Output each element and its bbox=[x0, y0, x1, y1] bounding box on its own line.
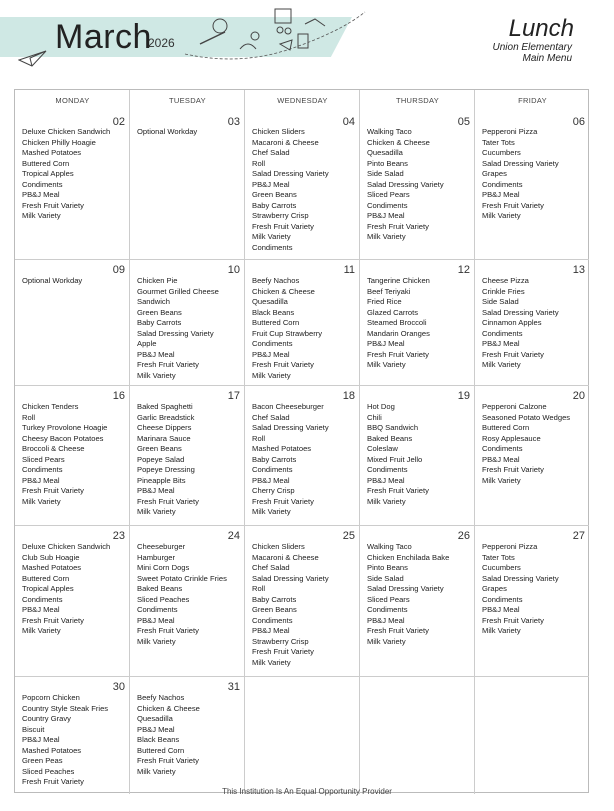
menu-item: Walking Taco bbox=[367, 542, 412, 551]
menu-item: Salad Dressing Variety bbox=[252, 169, 329, 178]
menu-item-list bbox=[482, 276, 585, 371]
menu-item-list bbox=[137, 127, 240, 138]
menu-item: Condiments bbox=[367, 465, 408, 474]
menu-item: Green Beans bbox=[252, 190, 297, 199]
day-cell bbox=[475, 677, 589, 794]
menu-item: Baked Beans bbox=[137, 584, 183, 593]
menu-item: Club Sub Hoagie bbox=[22, 552, 80, 562]
menu-item-list bbox=[252, 402, 355, 518]
menu-item: PB&J Meal bbox=[137, 349, 175, 359]
menu-item-list bbox=[482, 542, 585, 637]
menu-item: Bacon Cheeseburger bbox=[252, 402, 324, 411]
menu-item: Milk Variety bbox=[252, 507, 291, 516]
menu-item: Fresh Fruit Variety bbox=[22, 200, 84, 210]
day-cell bbox=[15, 90, 130, 260]
menu-item: Fresh Fruit Variety bbox=[367, 626, 429, 635]
menu-item: Biscuit bbox=[22, 724, 45, 734]
menu-item: Condiments bbox=[252, 615, 293, 625]
menu-item-list bbox=[137, 402, 240, 518]
menu-item: Side Salad bbox=[367, 169, 404, 178]
menu-item-list bbox=[137, 542, 240, 647]
menu-item: Condiments bbox=[482, 444, 523, 453]
day-cell bbox=[360, 386, 475, 526]
menu-item: Condiments bbox=[482, 179, 523, 189]
day-cell bbox=[130, 677, 245, 794]
menu-item: Chicken & Cheese bbox=[252, 286, 315, 296]
menu-item: Macaroni & Cheese bbox=[252, 552, 319, 562]
menu-item: Strawberry Crisp bbox=[252, 636, 309, 646]
menu-item: Coleslaw bbox=[367, 444, 398, 453]
menu-item: Beefy Nachos bbox=[252, 276, 300, 285]
menu-item: Tropical Apples bbox=[22, 169, 74, 178]
menu-item: Mashed Potatoes bbox=[22, 745, 82, 755]
menu-item: Milk Variety bbox=[367, 232, 406, 241]
menu-item-list bbox=[367, 127, 470, 243]
day-header: FRIDAY bbox=[518, 96, 547, 105]
day-cell bbox=[360, 260, 475, 386]
menu-item: Quesadilla bbox=[367, 148, 403, 157]
date-number: 27 bbox=[572, 530, 585, 542]
menu-item: Salad Dressing Variety bbox=[367, 179, 444, 189]
menu-item: Fresh Fruit Variety bbox=[482, 200, 544, 210]
menu-item: Black Beans bbox=[252, 307, 295, 317]
menu-item: Country Style Steak Fries bbox=[22, 703, 109, 713]
menu-item: Strawberry Crisp bbox=[252, 211, 309, 220]
day-cell bbox=[245, 260, 360, 386]
menu-item-list bbox=[252, 276, 355, 381]
day-cell bbox=[245, 90, 360, 260]
menu-item: Buttered Corn bbox=[22, 158, 70, 168]
menu-item: Fresh Fruit Variety bbox=[367, 486, 429, 495]
menu-item: Sliced Pears bbox=[22, 454, 65, 464]
menu-item: Buttered Corn bbox=[137, 745, 185, 755]
day-cell bbox=[130, 90, 245, 260]
menu-item: Green Beans bbox=[137, 444, 182, 453]
menu-item: Marinara Sauce bbox=[137, 433, 191, 443]
menu-item: PB&J Meal bbox=[252, 349, 290, 359]
menu-item: Milk Variety bbox=[22, 626, 61, 635]
menu-item: Salad Dressing Variety bbox=[252, 423, 329, 432]
menu-item: Popeye Dressing bbox=[137, 465, 195, 474]
menu-item: Chicken Sliders bbox=[252, 542, 305, 551]
date-number: 18 bbox=[342, 390, 355, 402]
menu-item: Fresh Fruit Variety bbox=[22, 615, 84, 625]
date-number: 03 bbox=[227, 116, 240, 128]
menu-item: Pinto Beans bbox=[367, 158, 408, 168]
day-cell bbox=[475, 526, 589, 677]
menu-item: Chef Salad bbox=[252, 148, 290, 157]
menu-item: PB&J Meal bbox=[367, 615, 405, 625]
day-header: TUESDAY bbox=[169, 96, 206, 105]
menu-item: Condiments bbox=[252, 339, 293, 348]
date-number: 25 bbox=[342, 530, 355, 542]
menu-item-list bbox=[367, 276, 470, 371]
day-cell bbox=[245, 526, 360, 677]
menu-item: Cucumbers bbox=[482, 148, 521, 157]
menu-item: Milk Variety bbox=[137, 636, 176, 646]
menu-item: Baby Carrots bbox=[252, 594, 297, 604]
menu-item: Grapes bbox=[482, 584, 507, 593]
date-number: 16 bbox=[112, 390, 125, 402]
menu-item: Garlic Breadstick bbox=[137, 412, 195, 422]
day-cell bbox=[15, 260, 130, 386]
date-number: 26 bbox=[457, 530, 470, 542]
menu-item-list bbox=[482, 402, 585, 486]
menu-item: PB&J Meal bbox=[22, 475, 60, 485]
menu-item: Hamburger bbox=[137, 552, 175, 562]
menu-item: Condiments bbox=[252, 242, 293, 252]
menu-item: Roll bbox=[252, 158, 266, 168]
day-header: THURSDAY bbox=[395, 96, 440, 105]
menu-item: Milk Variety bbox=[482, 475, 521, 485]
menu-item: Milk Variety bbox=[137, 766, 176, 776]
menu-item: Baby Carrots bbox=[252, 200, 297, 210]
menu-item: Baked Spaghetti bbox=[137, 402, 193, 411]
menu-item: Sliced Peaches bbox=[137, 594, 190, 604]
menu-item: Side Salad bbox=[482, 297, 519, 306]
menu-item: Salad Dressing Variety bbox=[367, 584, 444, 593]
menu-item-list bbox=[252, 542, 355, 668]
menu-item: Milk Variety bbox=[252, 657, 291, 667]
menu-item-list bbox=[22, 542, 125, 637]
month-title: March bbox=[55, 18, 152, 56]
date-number: 06 bbox=[572, 116, 585, 128]
menu-item: PB&J Meal bbox=[252, 179, 290, 189]
menu-item: Apple bbox=[137, 339, 157, 348]
menu-item: Fresh Fruit Variety bbox=[137, 360, 199, 369]
date-number: 13 bbox=[572, 264, 585, 276]
menu-item: Condiments bbox=[482, 328, 523, 338]
day-cell bbox=[475, 90, 589, 260]
menu-item: Milk Variety bbox=[252, 232, 291, 241]
date-number: 17 bbox=[227, 390, 240, 402]
menu-item-list bbox=[22, 402, 125, 507]
menu-item: Country Gravy bbox=[22, 714, 71, 723]
menu-item: Mashed Potatoes bbox=[22, 148, 82, 157]
menu-type-title: Lunch bbox=[508, 15, 574, 42]
menu-item: Green Peas bbox=[22, 756, 63, 765]
menu-item: Salad Dressing Variety bbox=[137, 328, 214, 338]
paper-plane-icon bbox=[18, 48, 48, 68]
menu-item: Milk Variety bbox=[482, 211, 521, 220]
menu-item: Chicken Pie bbox=[137, 276, 178, 285]
menu-item: Hot Dog bbox=[367, 402, 395, 411]
menu-item: Beefy Nachos bbox=[137, 693, 185, 702]
date-number: 04 bbox=[342, 116, 355, 128]
date-number: 11 bbox=[343, 264, 355, 276]
menu-item: Sandwich bbox=[137, 297, 170, 306]
menu-item: Fresh Fruit Variety bbox=[22, 777, 84, 786]
day-cell bbox=[360, 677, 475, 794]
day-cell bbox=[475, 260, 589, 386]
day-cell bbox=[15, 677, 130, 794]
menu-item: PB&J Meal bbox=[137, 615, 175, 625]
day-header: WEDNESDAY bbox=[277, 96, 328, 105]
menu-item: Chicken Philly Hoagie bbox=[22, 137, 96, 147]
menu-item: Grapes bbox=[482, 169, 507, 178]
menu-item: Optional Workday bbox=[22, 276, 83, 285]
menu-item: Condiments bbox=[252, 465, 293, 474]
menu-item: Popcorn Chicken bbox=[22, 693, 80, 702]
menu-item: Crinkle Fries bbox=[482, 286, 525, 296]
menu-item: Fresh Fruit Variety bbox=[252, 360, 314, 369]
menu-item: Popeye Salad bbox=[137, 454, 185, 464]
date-number: 19 bbox=[457, 390, 470, 402]
menu-item: Fresh Fruit Variety bbox=[22, 486, 84, 495]
menu-item: Chef Salad bbox=[252, 563, 290, 572]
menu-item: Mashed Potatoes bbox=[22, 563, 82, 572]
menu-item: Green Beans bbox=[137, 307, 182, 317]
menu-item: Condiments bbox=[137, 605, 178, 614]
menu-item: Baked Beans bbox=[367, 433, 413, 443]
day-cell bbox=[130, 260, 245, 386]
date-number: 30 bbox=[112, 681, 125, 693]
school-name: Union Elementary bbox=[492, 42, 572, 53]
date-number: 23 bbox=[112, 530, 125, 542]
menu-item: Sliced Peaches bbox=[22, 766, 75, 776]
menu-item: Fresh Fruit Variety bbox=[482, 465, 544, 474]
menu-item: PB&J Meal bbox=[482, 454, 520, 464]
menu-item: Milk Variety bbox=[22, 211, 61, 220]
menu-item: Cheeseburger bbox=[137, 542, 186, 551]
menu-item: Mashed Potatoes bbox=[252, 444, 312, 453]
menu-item: Roll bbox=[252, 433, 266, 443]
menu-item: Fruit Cup Strawberry bbox=[252, 328, 323, 338]
menu-item: Cheese Dippers bbox=[137, 423, 192, 432]
menu-item: Glazed Carrots bbox=[367, 307, 419, 317]
menu-item: Black Beans bbox=[137, 735, 180, 744]
menu-item: Walking Taco bbox=[367, 127, 412, 136]
date-number: 05 bbox=[457, 116, 470, 128]
menu-item: Salad Dressing Variety bbox=[482, 158, 559, 168]
menu-item: PB&J Meal bbox=[252, 626, 290, 635]
menu-item: Tropical Apples bbox=[22, 584, 74, 593]
menu-item: Pepperoni Calzone bbox=[482, 402, 547, 411]
menu-name: Main Menu bbox=[522, 53, 572, 64]
menu-item: Rosy Applesauce bbox=[482, 433, 541, 443]
menu-item: Turkey Provolone Hoagie bbox=[22, 423, 108, 432]
menu-item: Chicken Tenders bbox=[22, 402, 79, 411]
menu-item: Chicken & Cheese bbox=[367, 137, 430, 147]
menu-item: Fresh Fruit Variety bbox=[252, 496, 314, 506]
menu-item: Condiments bbox=[482, 594, 523, 604]
day-header: MONDAY bbox=[55, 96, 90, 105]
day-cell bbox=[130, 386, 245, 526]
menu-item: Condiments bbox=[22, 179, 63, 189]
menu-item: PB&J Meal bbox=[137, 486, 175, 495]
calendar-grid bbox=[14, 89, 589, 793]
menu-item-list bbox=[252, 127, 355, 253]
menu-item: Fresh Fruit Variety bbox=[482, 615, 544, 625]
menu-item: PB&J Meal bbox=[22, 190, 60, 199]
menu-item: Cherry Crisp bbox=[252, 486, 295, 495]
menu-item: Cucumbers bbox=[482, 563, 521, 572]
menu-item: Milk Variety bbox=[252, 370, 291, 380]
menu-item: Sliced Pears bbox=[367, 190, 410, 199]
menu-item: Buttered Corn bbox=[22, 573, 70, 583]
menu-item: Beef Teriyaki bbox=[367, 286, 411, 296]
date-number: 09 bbox=[112, 264, 125, 276]
date-number: 20 bbox=[572, 390, 585, 402]
menu-item: Condiments bbox=[22, 465, 63, 474]
menu-item-list bbox=[137, 693, 240, 777]
menu-item: Fresh Fruit Variety bbox=[252, 647, 314, 656]
menu-item: PB&J Meal bbox=[482, 605, 520, 614]
menu-item: Roll bbox=[252, 584, 266, 593]
menu-item: Cheesy Bacon Potatoes bbox=[22, 433, 104, 443]
menu-item: Buttered Corn bbox=[252, 318, 300, 327]
menu-item: Salad Dressing Variety bbox=[482, 573, 559, 583]
school-info bbox=[493, 42, 572, 64]
menu-item: Baby Carrots bbox=[137, 318, 182, 327]
date-number: 02 bbox=[112, 116, 125, 128]
menu-item: Buttered Corn bbox=[482, 423, 530, 432]
menu-item: Chicken Sliders bbox=[252, 127, 305, 136]
menu-item: Fresh Fruit Variety bbox=[137, 626, 199, 635]
day-cell bbox=[475, 386, 589, 526]
menu-item: BBQ Sandwich bbox=[367, 423, 419, 432]
food-doodles-icon bbox=[180, 4, 370, 70]
menu-item: Sliced Pears bbox=[367, 594, 410, 604]
menu-item: Mini Corn Dogs bbox=[137, 563, 190, 572]
menu-item: Fresh Fruit Variety bbox=[482, 349, 544, 359]
menu-item: Deluxe Chicken Sandwich bbox=[22, 542, 111, 551]
menu-item: Quesadilla bbox=[137, 714, 173, 723]
menu-item: PB&J Meal bbox=[367, 339, 405, 348]
day-cell bbox=[245, 386, 360, 526]
menu-item-list bbox=[367, 542, 470, 647]
date-number: 24 bbox=[227, 530, 240, 542]
day-cell bbox=[15, 386, 130, 526]
menu-item: PB&J Meal bbox=[22, 735, 60, 744]
menu-item: Gourmet Grilled Cheese bbox=[137, 286, 219, 296]
menu-item: Deluxe Chicken Sandwich bbox=[22, 127, 111, 136]
menu-item: Fresh Fruit Variety bbox=[252, 221, 314, 231]
year-label: 2026 bbox=[148, 36, 175, 50]
menu-item: PB&J Meal bbox=[367, 211, 405, 220]
menu-item: Milk Variety bbox=[137, 507, 176, 516]
menu-item: Green Beans bbox=[252, 605, 297, 614]
menu-item: Milk Variety bbox=[367, 636, 406, 646]
date-number: 12 bbox=[457, 264, 470, 276]
menu-item: Condiments bbox=[367, 605, 408, 614]
menu-item: Cheese Pizza bbox=[482, 276, 529, 285]
menu-item: Milk Variety bbox=[367, 496, 406, 506]
menu-item: Salad Dressing Variety bbox=[482, 307, 559, 317]
menu-item: Macaroni & Cheese bbox=[252, 137, 319, 147]
menu-item: Cinnamon Apples bbox=[482, 318, 542, 327]
footer-note: This Institution Is An Equal Opportunity Provider bbox=[222, 787, 392, 796]
menu-item: Pepperoni Pizza bbox=[482, 542, 538, 551]
day-cell bbox=[360, 526, 475, 677]
menu-item-list bbox=[22, 693, 125, 788]
menu-item: Milk Variety bbox=[482, 626, 521, 635]
menu-item: Chicken Enchilada Bake bbox=[367, 552, 450, 562]
menu-item: Roll bbox=[22, 412, 36, 422]
menu-item: Steamed Broccoli bbox=[367, 318, 427, 327]
menu-item-list bbox=[482, 127, 585, 222]
menu-item: Mandarin Oranges bbox=[367, 328, 430, 338]
day-cell bbox=[360, 90, 475, 260]
menu-item-list bbox=[22, 276, 125, 287]
menu-item: Milk Variety bbox=[22, 496, 61, 506]
menu-item: Broccoli & Cheese bbox=[22, 444, 85, 453]
menu-item: Baby Carrots bbox=[252, 454, 297, 464]
menu-item: Pinto Beans bbox=[367, 563, 408, 572]
day-cell bbox=[245, 677, 360, 794]
menu-item: Condiments bbox=[22, 594, 63, 604]
menu-item: PB&J Meal bbox=[482, 339, 520, 348]
menu-item: Optional Workday bbox=[137, 127, 198, 136]
menu-item: Chicken & Cheese bbox=[137, 703, 200, 713]
menu-item: PB&J Meal bbox=[367, 475, 405, 485]
menu-item: PB&J Meal bbox=[22, 605, 60, 614]
menu-item: PB&J Meal bbox=[482, 190, 520, 199]
menu-item: Fresh Fruit Variety bbox=[137, 496, 199, 506]
menu-item: Side Salad bbox=[367, 573, 404, 583]
menu-item: Mixed Fruit Jello bbox=[367, 454, 423, 464]
menu-item: Fresh Fruit Variety bbox=[367, 221, 429, 231]
date-number: 10 bbox=[227, 264, 240, 276]
menu-item: Quesadilla bbox=[252, 297, 288, 306]
menu-item: Sweet Potato Crinkle Fries bbox=[137, 573, 227, 583]
date-number: 31 bbox=[227, 681, 240, 693]
menu-item: Milk Variety bbox=[137, 370, 176, 380]
menu-item: Pepperoni Pizza bbox=[482, 127, 538, 136]
menu-item: Condiments bbox=[367, 200, 408, 210]
day-cell bbox=[15, 526, 130, 677]
menu-item: PB&J Meal bbox=[137, 724, 175, 734]
menu-item: PB&J Meal bbox=[252, 475, 290, 485]
menu-item: Fried Rice bbox=[367, 297, 402, 306]
menu-item: Milk Variety bbox=[367, 360, 406, 369]
menu-item: Seasoned Potato Wedges bbox=[482, 412, 571, 422]
menu-item: Fresh Fruit Variety bbox=[367, 349, 429, 359]
menu-item: Milk Variety bbox=[482, 360, 521, 369]
menu-item: Salad Dressing Variety bbox=[252, 573, 329, 583]
menu-item: Fresh Fruit Variety bbox=[137, 756, 199, 765]
day-cell bbox=[130, 526, 245, 677]
menu-item: Chef Salad bbox=[252, 412, 290, 422]
menu-item: Tater Tots bbox=[482, 137, 515, 147]
menu-item: Chili bbox=[367, 412, 382, 422]
menu-item-list bbox=[367, 402, 470, 507]
menu-item-list bbox=[22, 127, 125, 222]
menu-item: Tater Tots bbox=[482, 552, 515, 562]
menu-item: Pineapple Bits bbox=[137, 475, 186, 485]
menu-item: Tangerine Chicken bbox=[367, 276, 430, 285]
menu-item-list bbox=[137, 276, 240, 381]
